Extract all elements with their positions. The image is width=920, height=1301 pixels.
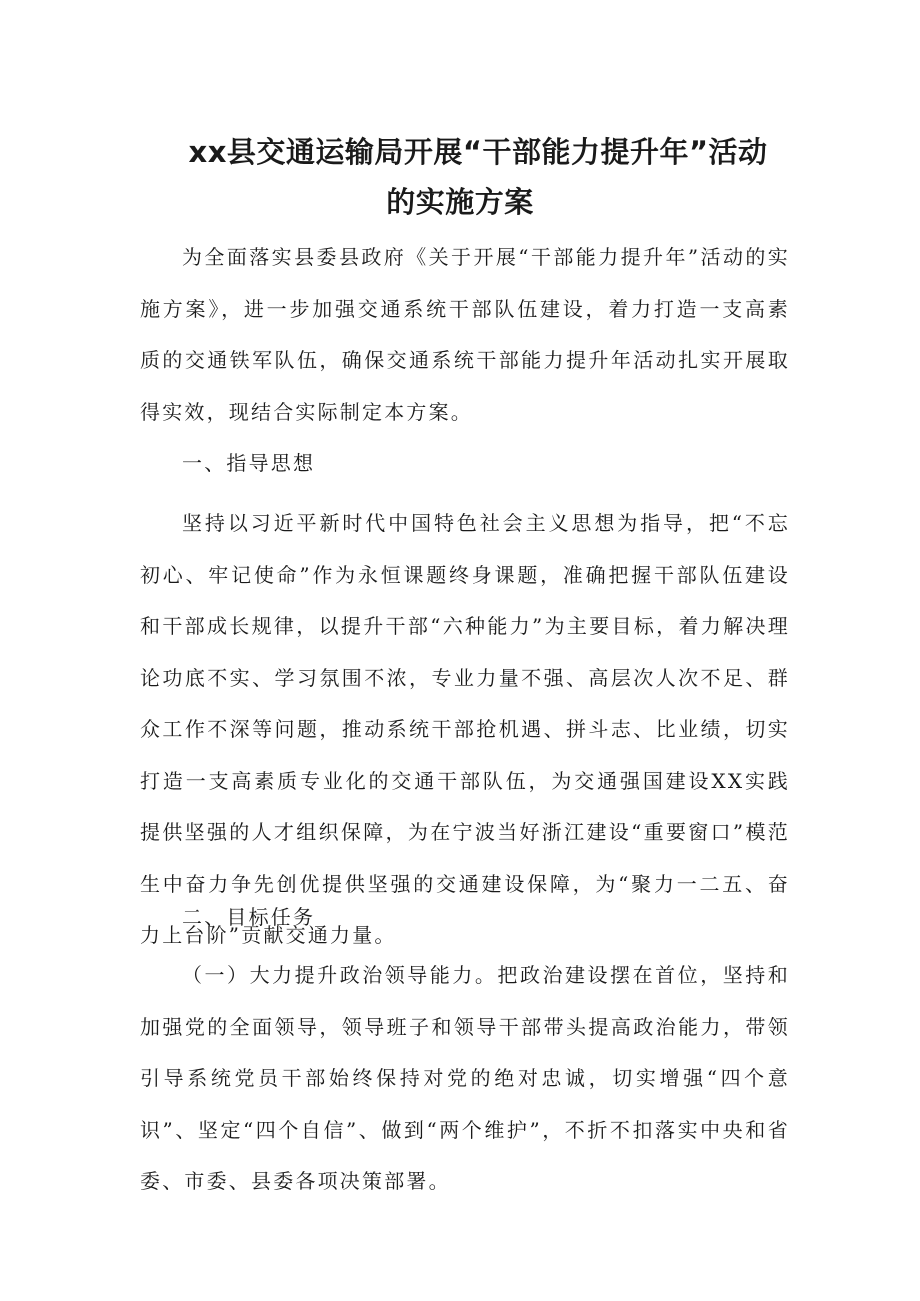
document-title-line1: xx县交通运输局开展“干部能力提升年”活动 [188,135,768,169]
section-heading-guiding-ideology: 一、指导思想 [182,451,316,475]
goals-tasks-item-1: （一）大力提升政治领导能力。把政治建设摆在首位，坚持和加强党的全面领导，领导班子和领导干部带头提高政治能力，带领引导系统党员干部始终保持对党的绝对忠诚，切实增强“四个意识”、坚定“四个自信”、做到“两个维护”，不折不扣落实中央和省委、市委、县委各项决策部署。 [140,963,790,1193]
document-title-line2: 的实施方案 [386,185,534,219]
intro-paragraph: 为全面落实县委县政府《关于开展“干部能力提升年”活动的实施方案》，进一步加强交通系统干部队伍建设，着力打造一支高素质的交通铁军队伍，确保交通系统干部能力提升年活动扎实开展取得实效，现结合实际制定本方案。 [140,245,790,424]
section-heading-goals-tasks: 二、目标任务 [182,905,316,929]
guiding-ideology-paragraph: 坚持以习近平新时代中国特色社会主义思想为指导，把“不忘初心、牢记使命”作为永恒课题终身课题，准确把握干部队伍建设和干部成长规律，以提升干部“六种能力”为主要目标，着力解决理论功底不实、学习氛围不浓，专业力量不强、高层次人次不足、群众工作不深等问题，推动系统干部抢机遇、拼斗志、比业绩，切实打造一支高素质专业化的交通干部队伍，为交通强国建设XX实践提供坚强的人才组织保障，为在宁波当好浙江建设“重要窗口”模范生中奋力争先创优提供坚强的交通建设保障，为“聚力一二五、奋力上台阶”贡献交通力量。 [140,511,790,947]
